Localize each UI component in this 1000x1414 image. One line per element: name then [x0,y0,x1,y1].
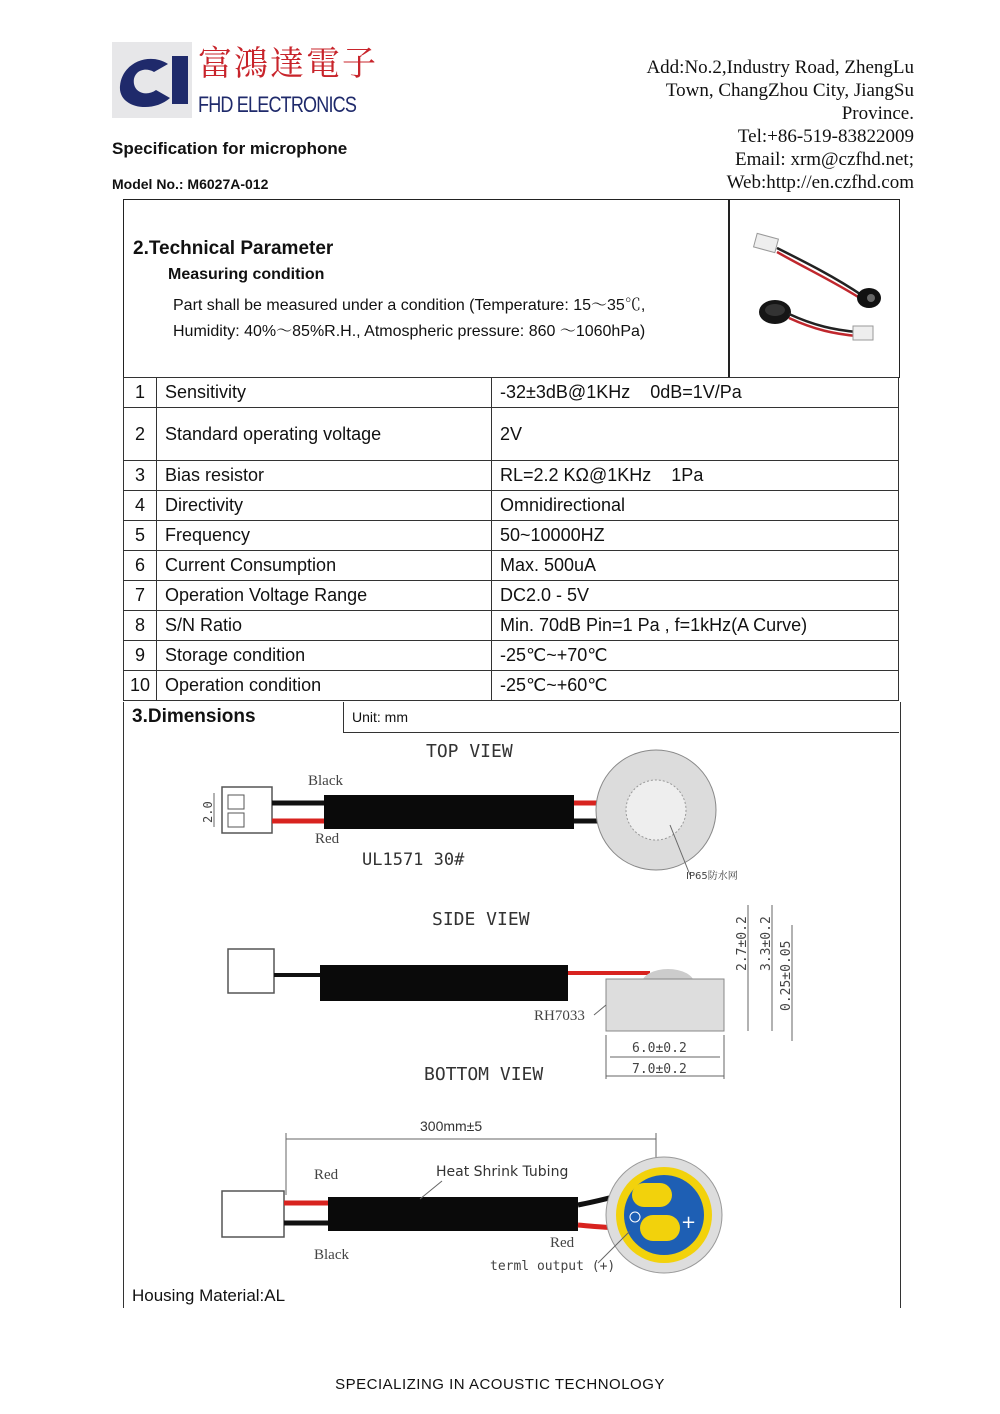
connector-body [222,1191,284,1237]
table-row [124,671,899,701]
parameter-table [123,377,899,701]
mesh-note: IP65防水网 [686,871,738,882]
company-address [646,56,914,194]
table-row [124,521,899,551]
technical-parameter-box [123,199,730,378]
row-number: 8 [124,611,157,641]
black-label: Black [308,773,343,789]
wire-spec: UL1571 30# [362,850,465,870]
housing-material: Housing Material:AL [132,1286,286,1305]
bottom-view [222,1064,722,1274]
parameter-name: Operation Voltage Range [157,581,492,611]
row-number: 10 [124,671,157,701]
table-row [124,461,899,491]
row-number: 7 [124,581,157,611]
address-line: Province. [841,103,914,124]
website-line: Web:http://en.czfhd.com [726,172,914,193]
row-number: 1 [124,378,157,408]
table-row [124,641,899,671]
dim-height-total: 3.3±0.2 [759,916,774,971]
red-label: Red [315,831,340,847]
cable-length: 300mm±5 [420,1118,483,1134]
dimensions-title: 3.Dimensions [132,706,256,727]
table-row [124,611,899,641]
table-row [124,581,899,611]
parameter-value: Min. 70dB Pin=1 Pa , f=1kHz(A Curve) [492,611,899,641]
bottom-view-label: BOTTOM VIEW [424,1064,544,1085]
parameter-name: Storage condition [157,641,492,671]
row-number: 9 [124,641,157,671]
red-label: Red [314,1167,339,1183]
parameter-value: -25℃~+70℃ [492,641,899,671]
test-point [630,1212,640,1222]
parameter-value: 2V [492,408,899,461]
leader-line [594,1005,606,1015]
measuring-condition-heading: Measuring condition [168,266,325,283]
solder-pad [640,1215,680,1241]
solder-pad [632,1183,672,1207]
unit-divider [343,702,344,732]
parameter-name: Frequency [157,521,492,551]
dim-thickness: 0.25±0.05 [779,940,794,1011]
parameter-name: Operation condition [157,671,492,701]
parameter-value: Omnidirectional [492,491,899,521]
dim-outer-diameter: 7.0±0.2 [632,1062,687,1077]
address-line: Town, ChangZhou City, JiangSu [665,80,914,101]
parameter-name: Bias resistor [157,461,492,491]
mesh-grid [626,780,686,840]
parameter-value: RL=2.2 KΩ@1KHz 1Pa [492,461,899,491]
row-number: 5 [124,521,157,551]
footer-tagline: SPECIALIZING IN ACOUSTIC TECHNOLOGY [335,1376,665,1393]
parameter-value: -32±3dB@1KHz 0dB=1V/Pa [492,378,899,408]
address-line: Add:No.2,Industry Road, ZhengLu [646,57,914,78]
terminal-label: terml output (+) [490,1259,616,1274]
microphone-photo [745,222,895,352]
top-view-label: TOP VIEW [426,741,513,762]
dim-2-label: 2.0 [201,801,215,823]
unit-underline [343,732,899,733]
heat-shrink-tubing [328,1197,578,1231]
parameter-name: S/N Ratio [157,611,492,641]
heat-shrink-tubing [324,795,574,829]
glue-label: RH7033 [534,1008,585,1024]
product-photo-box [728,199,900,378]
red-label: Red [550,1235,575,1251]
connector-slot [228,795,244,809]
row-number: 4 [124,491,157,521]
row-number: 2 [124,408,157,461]
table-row [124,408,899,461]
section-title: 2.Technical Parameter [133,238,334,259]
row-number: 3 [124,461,157,491]
parameter-name: Sensitivity [157,378,492,408]
table-row [124,491,899,521]
parameter-value: Max. 500uA [492,551,899,581]
microphone-housing [606,979,724,1031]
connector-body [228,949,274,993]
dim-height-body: 2.7±0.2 [735,916,750,971]
parameter-value: DC2.0 - 5V [492,581,899,611]
leader-line [420,1181,442,1199]
dimension-drawing [150,735,850,1295]
measuring-condition-line: Part shall be measured under a condition (Temperature: 15～35℃, [173,297,646,314]
heat-shrink-label: Heat Shrink Tubing [436,1164,569,1180]
parameter-value: 50~10000HZ [492,521,899,551]
document-title: Specification for microphone [112,139,348,158]
email-line: Email: xrm@czfhd.net; [735,149,914,170]
logo-mark-icon [112,42,192,118]
side-view [228,905,794,1079]
heat-shrink-tubing [320,965,568,1001]
model-number: Model No.: M6027A-012 [112,176,269,192]
side-view-label: SIDE VIEW [432,909,530,930]
dim-inner-diameter: 6.0±0.2 [632,1041,687,1056]
measuring-condition-line: Humidity: 40%～85%R.H., Atmospheric pressure: 860 ～1060hPa) [173,323,646,340]
row-number: 6 [124,551,157,581]
company-logo [112,42,378,122]
logo-english-text: FHD ELECTRONICS [198,92,357,117]
phone-line: Tel:+86-519-83822009 [737,126,914,147]
parameter-name: Current Consumption [157,551,492,581]
connector-slot [228,813,244,827]
black-label: Black [314,1247,349,1263]
table-row [124,551,899,581]
table-row [124,378,899,408]
logo-chinese-text: 富鴻達電子 [198,44,378,84]
top-view [201,741,738,882]
parameter-value: -25℃~+60℃ [492,671,899,701]
parameter-name: Standard operating voltage [157,408,492,461]
plus-sign: + [681,1212,697,1233]
unit-label: Unit: mm [352,709,408,725]
parameter-name: Directivity [157,491,492,521]
